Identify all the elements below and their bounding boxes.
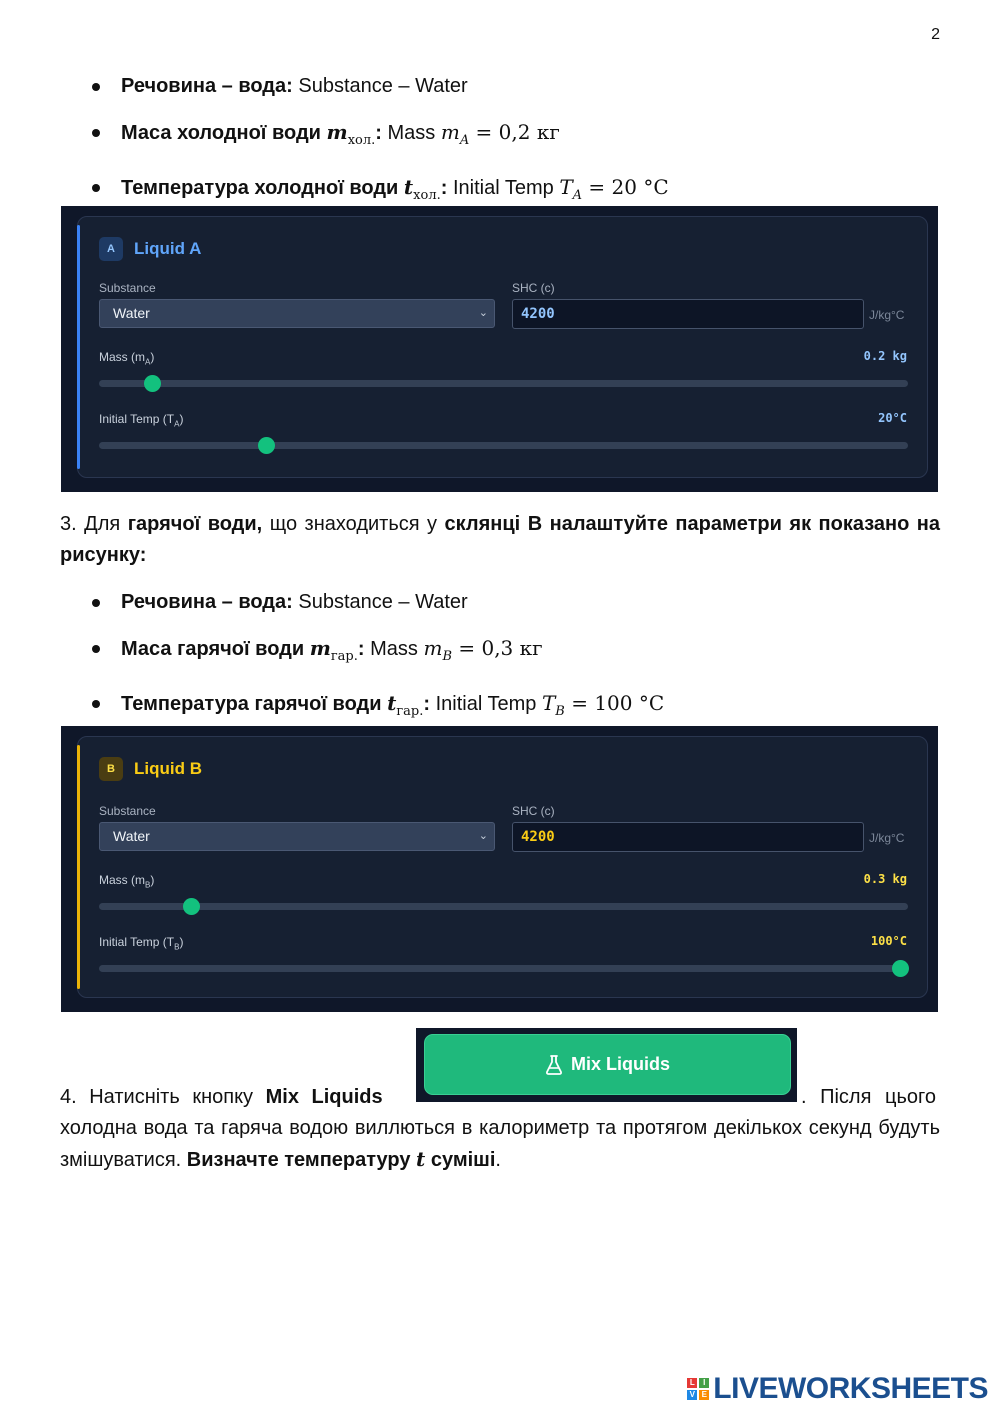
liquid-b-screenshot [61,726,938,1012]
temp-label: Initial Temp $(T_A)$ [99,412,184,429]
mix-button-label: Mix Liquids [571,1054,670,1074]
panel-header [99,237,201,261]
slider-thumb[interactable] [892,960,909,977]
list-item: Маса холодної води $m_{хол.}$: Mass $m_A = 0,2$ кг [60,120,940,153]
temp-label: Initial Temp $(T_B)$ [99,935,184,952]
panel-title: Liquid B [134,759,202,778]
list-item: Речовина – вода: Substance – Water [60,74,940,98]
slider-thumb[interactable] [144,375,161,392]
liquid-badge: B [99,757,123,781]
mass-label: Mass $(m_B)$ [99,873,155,890]
list-item: Температура холодної води $t_{хол.}$: Initial Temp $T_A = 20$ °C [60,175,940,208]
shc-input[interactable]: 4200 [512,299,864,329]
liquid-b-panel [77,736,928,998]
mix-button-screenshot [416,1028,797,1102]
mass-value: 0.3 kg [863,872,907,886]
panel-header [99,757,202,781]
shc-unit: J/kg°C [869,831,905,845]
shc-label: SHC (c) [512,804,555,818]
panel-title: Liquid A [134,239,202,258]
substance-label: Substance [99,804,156,818]
substance-select[interactable]: Water ⌄ [99,299,495,328]
slider-thumb[interactable] [258,437,275,454]
step3-paragraph: 3. Для гарячої води, що знаходиться у склянці В налаштуйте параметри як показано на рисунку: [60,513,941,566]
panel-accent-bar [77,225,80,469]
mass-label: Mass $(m_A)$ [99,350,155,367]
liquid-a-screenshot [61,206,938,492]
temp-slider[interactable] [99,965,908,972]
list-item: Маса гарячої води $m_{гар.}$: Mass $m_B = 0,3$ кг [60,636,940,669]
page-number: 2 [931,26,940,43]
shc-label: SHC (c) [512,281,555,295]
mix-liquids-button[interactable] [424,1034,791,1095]
mass-slider[interactable] [99,903,908,910]
temp-value: 20°C [878,411,907,425]
shc-input[interactable]: 4200 [512,822,864,852]
logo-text: LIVEWORKSHEETS [713,1372,988,1405]
mass-slider[interactable] [99,380,908,387]
logo-grid-icon: L I V E [687,1378,709,1400]
liquid-badge: A [99,237,123,261]
slider-thumb[interactable] [183,898,200,915]
liquid-a-panel [77,216,928,478]
shc-unit: J/kg°C [869,308,905,322]
temp-slider[interactable] [99,442,908,449]
mass-value: 0.2 kg [863,349,907,363]
bullet-list-b [60,590,940,746]
chevron-down-icon: ⌄ [478,307,488,319]
panel-accent-bar [77,745,80,989]
chevron-down-icon: ⌄ [478,830,488,842]
substance-select[interactable]: Water ⌄ [99,822,495,851]
step4-paragraph: холодна вода та гаряча водою виллються в калориметр та протягом декількох секунд будуть змішуватися. Визначте температуру t суміші. [60,1117,940,1171]
flask-icon [545,1055,563,1075]
substance-label: Substance [99,281,156,295]
list-item: Речовина – вода: Substance – Water [60,590,940,614]
temp-value: 100°C [870,934,907,948]
liveworksheets-logo [687,1372,988,1406]
list-item: Температура гарячої води $t_{гар.}$: Initial Temp $T_B = 100$ °C [60,691,940,724]
